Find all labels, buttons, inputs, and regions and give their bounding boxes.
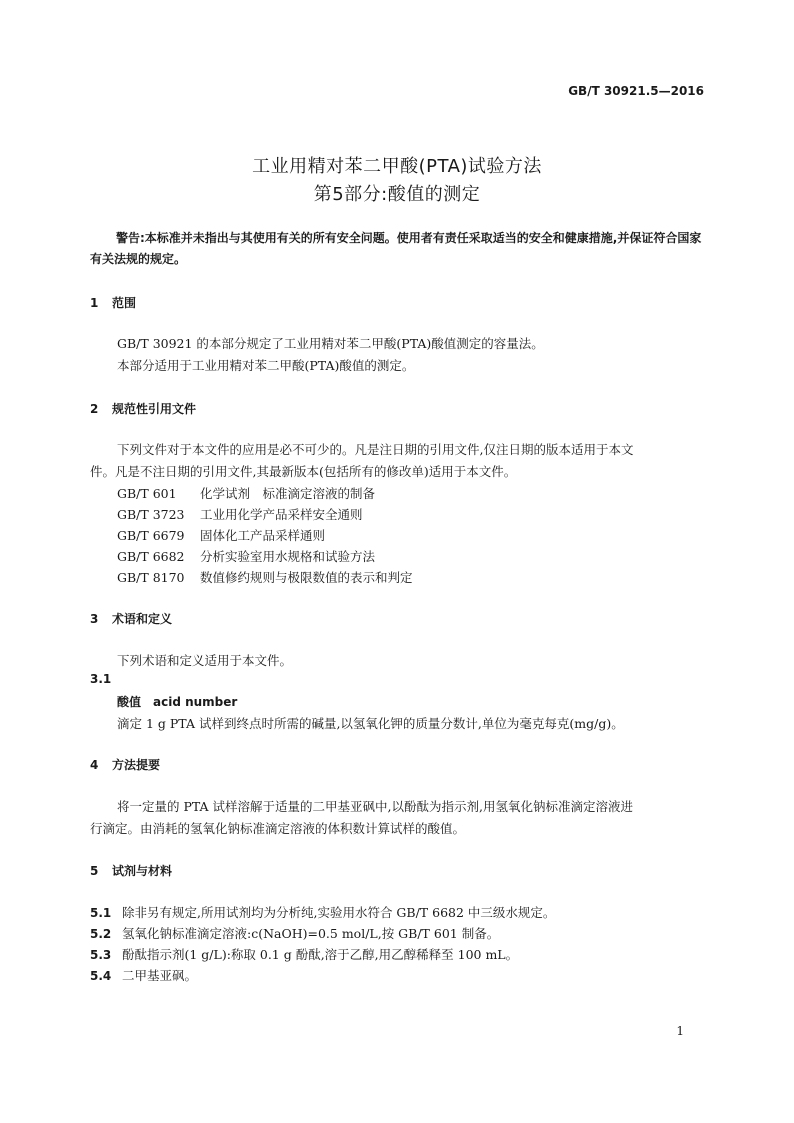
section-number: 5: [90, 864, 99, 878]
list-item: [90, 945, 518, 963]
section-title: 试剂与材料: [112, 864, 173, 878]
section-number: 4: [90, 758, 99, 772]
standard-code: GB/T 30921.5—2016: [568, 84, 704, 98]
reference-item: [117, 568, 413, 586]
reference-item: [117, 526, 325, 544]
paragraph-continuation: 件。凡是不注日期的引用文件,其最新版本(包括所有的修改单)适用于本文件。: [90, 464, 517, 479]
paragraph-continuation: 行滴定。由消耗的氢氧化钠标准滴定溶液的体积数计算试样的酸值。: [90, 821, 466, 836]
list-item: [90, 966, 197, 984]
section-heading-normative-references: [90, 400, 196, 417]
reference-code: GB/T 8170: [117, 570, 185, 585]
list-item: [90, 924, 499, 942]
page-number: 1: [676, 1024, 684, 1038]
paragraph: 本部分适用于工业用精对苯二甲酸(PTA)酸值的测定。: [117, 358, 415, 373]
section-heading-scope: [90, 294, 136, 311]
reference-code: GB/T 6682: [117, 549, 185, 564]
item-number: 5.4: [90, 969, 112, 983]
section-heading-terms: [90, 610, 172, 627]
term-number: 3.1: [90, 672, 112, 686]
reference-title: 数值修约规则与极限数值的表示和判定: [200, 570, 413, 585]
section-number: 2: [90, 402, 99, 416]
document-subtitle: 第5部分:酸值的测定: [313, 184, 481, 205]
term-name: 酸值 acid number: [117, 695, 238, 709]
warning-notice: 警告:本标准并未指出与其使用有关的所有安全问题。使用者有责任采取适当的安全和健康措施,并保证符合国家有关法规的规定。: [90, 231, 702, 266]
reference-code: GB/T 601: [117, 486, 177, 501]
reference-item: [117, 505, 363, 523]
section-title: 规范性引用文件: [112, 402, 197, 416]
item-number: 5.2: [90, 927, 112, 941]
reference-title: 固体化工产品采样通则: [200, 528, 326, 543]
reference-title: 分析实验室用水规格和试验方法: [200, 549, 376, 564]
reference-item: [117, 547, 375, 565]
section-number: 3: [90, 612, 99, 626]
reference-title: 工业用化学产品采样安全通则: [200, 507, 363, 522]
section-title: 范围: [112, 296, 137, 310]
section-title: 方法提要: [112, 758, 161, 772]
reference-title: 化学试剂 标准滴定溶液的制备: [200, 486, 376, 501]
item-number: 5.1: [90, 906, 112, 920]
list-item: [90, 903, 555, 921]
item-text: 除非另有规定,所用试剂均为分析纯,实验用水符合 GB/T 6682 中三级水规定。: [122, 905, 556, 920]
section-number: 1: [90, 296, 99, 310]
section-heading-principle: [90, 756, 160, 773]
item-text: 二甲基亚砜。: [122, 968, 198, 983]
reference-code: GB/T 6679: [117, 528, 185, 543]
item-text: 酚酞指示剂(1 g/L):称取 0.1 g 酚酞,溶于乙醇,用乙醇稀释至 100 mL。: [122, 947, 519, 962]
item-number: 5.3: [90, 948, 112, 962]
section-title: 术语和定义: [112, 612, 173, 626]
section-heading-reagents: [90, 862, 172, 879]
paragraph: GB/T 30921 的本部分规定了工业用精对苯二甲酸(PTA)酸值测定的容量法。: [117, 336, 544, 351]
reference-code: GB/T 3723: [117, 507, 185, 522]
paragraph: 将一定量的 PTA 试样溶解于适量的二甲基亚砜中,以酚酞为指示剂,用氢氧化钠标准滴定溶液进: [117, 799, 633, 814]
paragraph: 下列文件对于本文件的应用是必不可少的。凡是注日期的引用文件,仅注日期的版本适用于本文: [117, 442, 634, 457]
reference-item: [117, 484, 375, 502]
document-title: 工业用精对苯二甲酸(PTA)试验方法: [252, 156, 542, 177]
term-definition: 滴定 1 g PTA 试样到终点时所需的碱量,以氢氧化钾的质量分数计,单位为毫克每克(mg/g)。: [117, 716, 624, 731]
item-text: 氢氧化钠标准滴定溶液:c(NaOH)=0.5 mol/L,按 GB/T 601 制备。: [122, 926, 500, 941]
paragraph: 下列术语和定义适用于本文件。: [117, 653, 293, 668]
